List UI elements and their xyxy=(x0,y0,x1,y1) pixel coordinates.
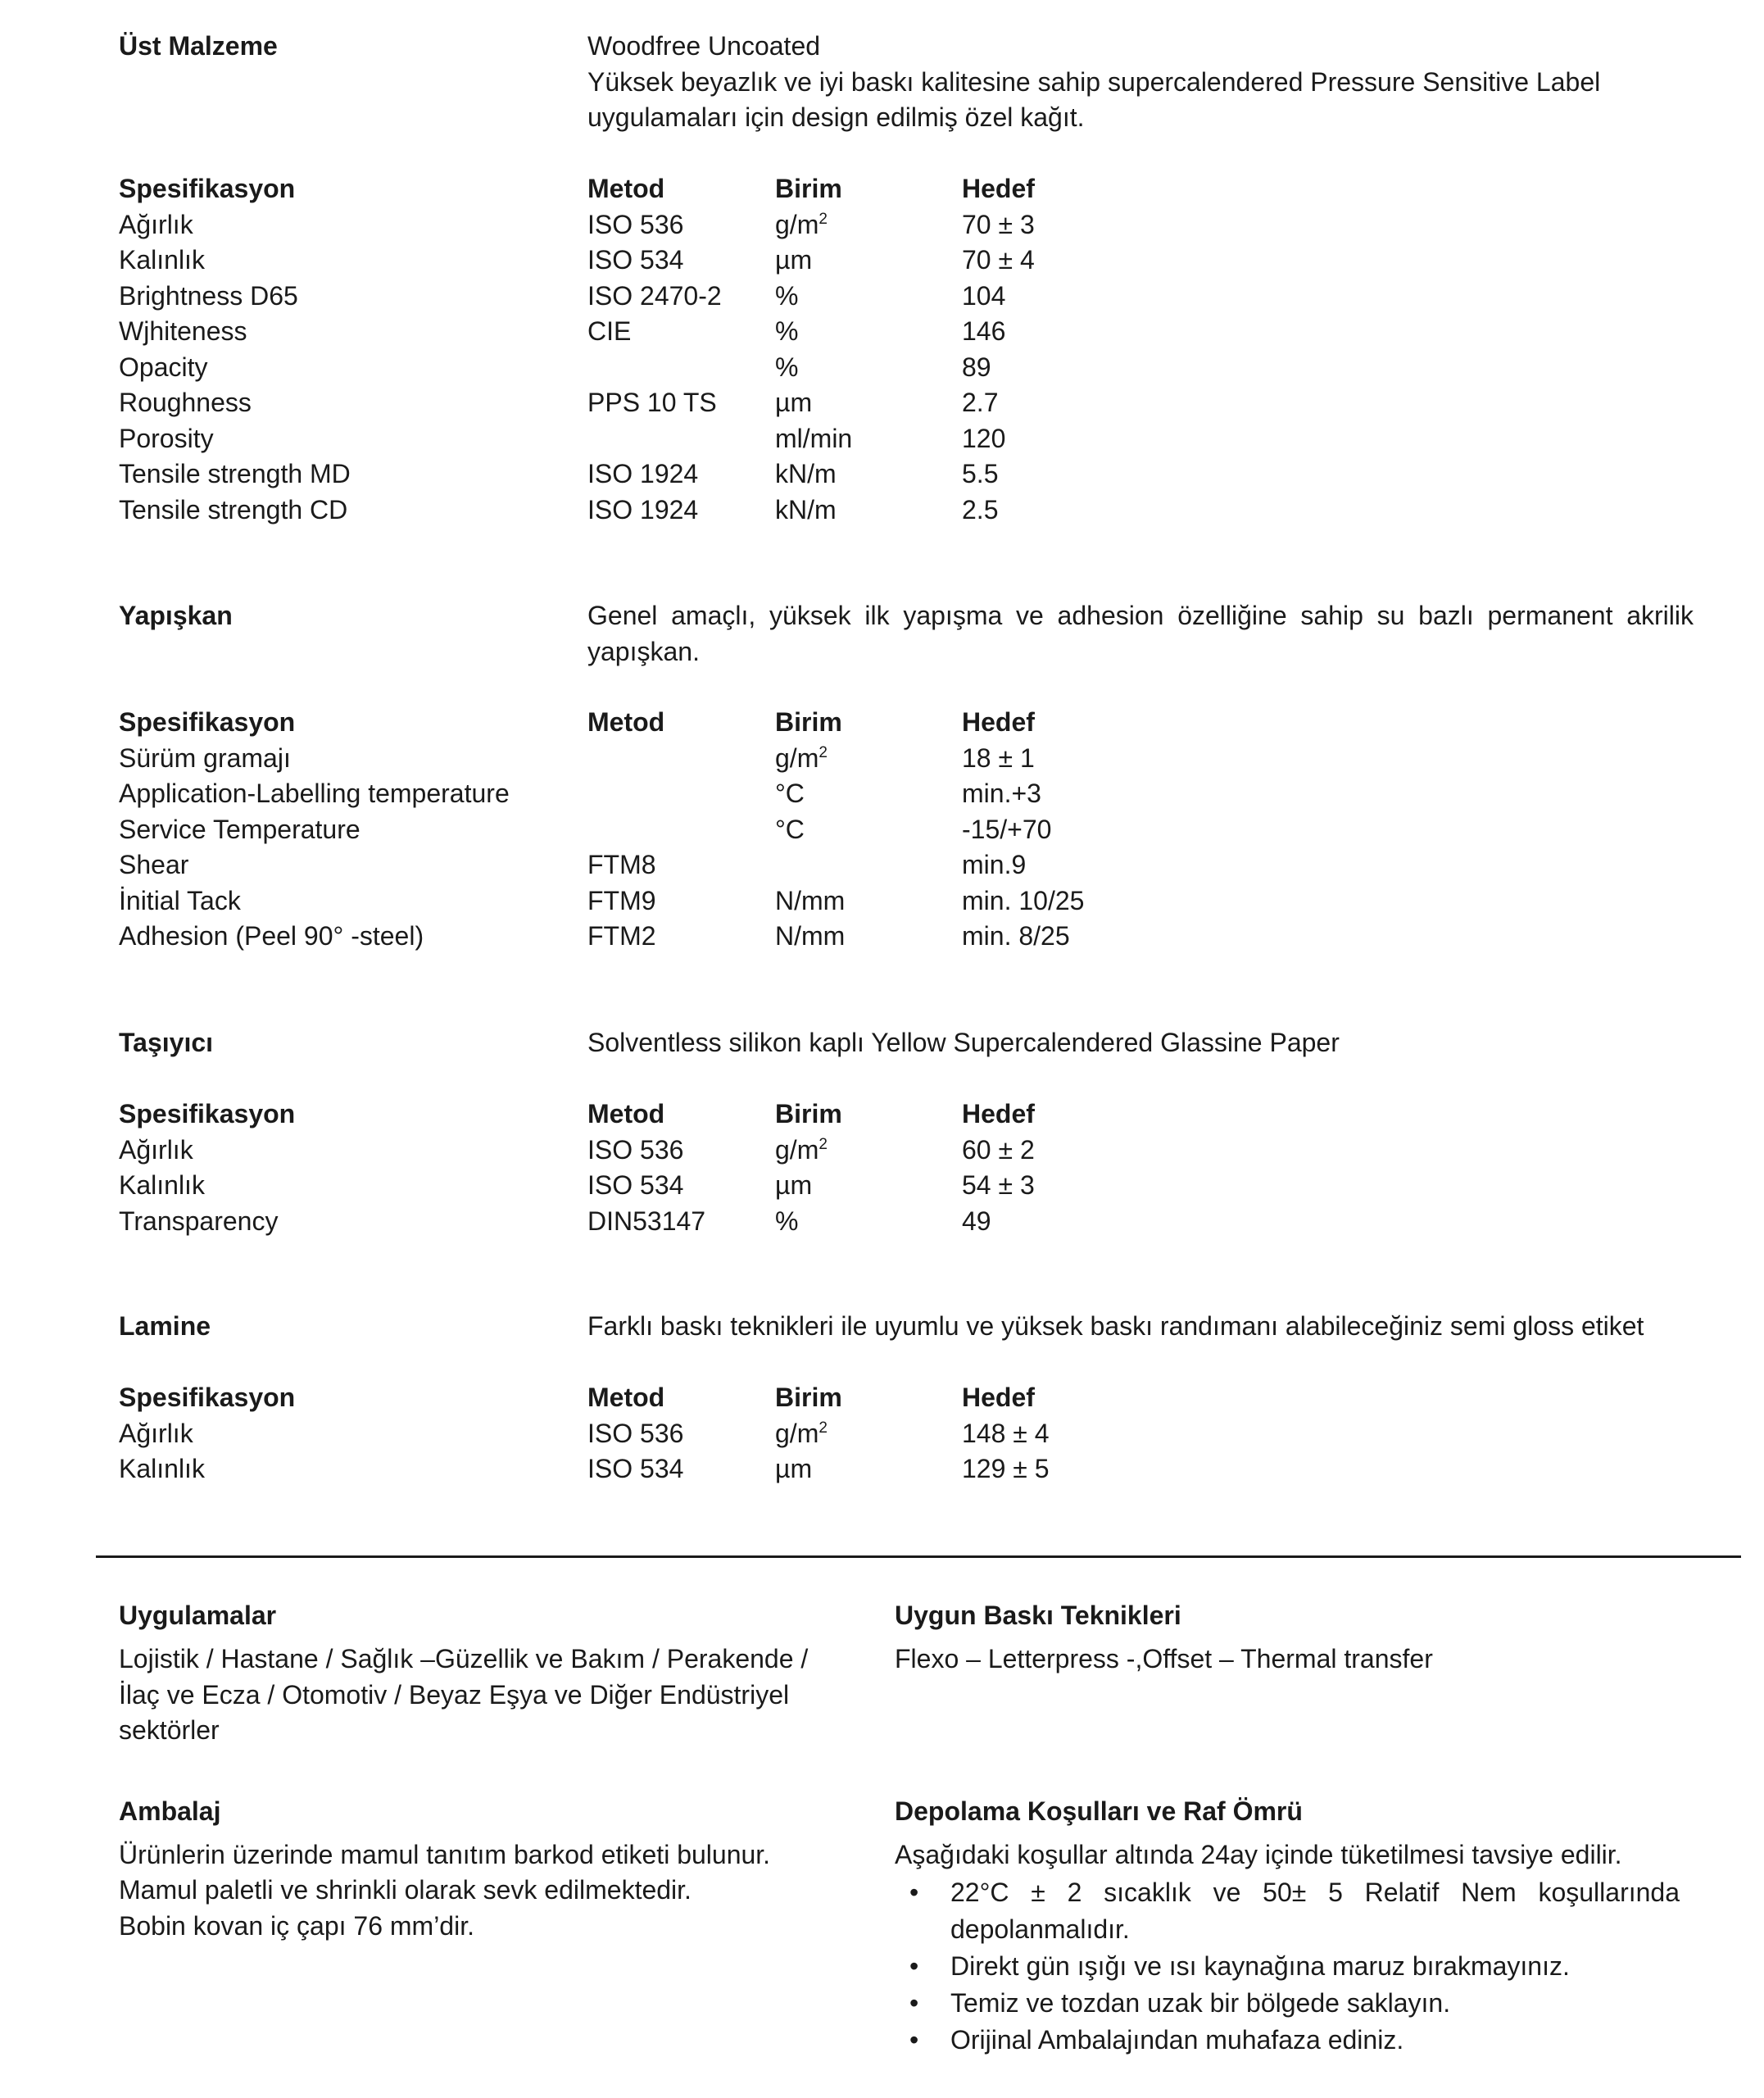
list-item xyxy=(909,1874,1680,1948)
spec-unit xyxy=(775,1452,812,1485)
spec-unit xyxy=(775,208,828,241)
unit-text: g/m xyxy=(775,209,819,239)
material-description-line: Yüksek beyazlık ve iyi baskı kalitesine sahip supercalendered Pressure Sensitive Label xyxy=(587,67,1601,97)
spec-method: ISO 534 xyxy=(587,1170,684,1200)
spec-method: ISO 2470-2 xyxy=(587,280,722,311)
section-title-yapiskan: Yapışkan xyxy=(119,601,233,630)
spec-target: -15/+70 xyxy=(962,814,1052,844)
spec-unit xyxy=(775,422,852,455)
spec-target: 104 xyxy=(962,280,1006,311)
unit-text: °C xyxy=(775,814,805,844)
unit-text: g/m xyxy=(775,742,819,773)
section-title-ust-malzeme: Üst Malzeme xyxy=(119,31,278,61)
col-header-hedef: Hedef xyxy=(962,1383,1035,1412)
bullet-icon: • xyxy=(909,1878,919,1907)
unit-text: N/mm xyxy=(775,885,846,915)
col-header-birim: Birim xyxy=(775,174,842,203)
section-divider xyxy=(96,1555,1741,1558)
spec-name: Transparency xyxy=(119,1206,279,1236)
spec-method: ISO 536 xyxy=(587,209,684,239)
adhesive-description xyxy=(587,597,1694,670)
spec-name: Roughness xyxy=(119,388,252,417)
spec-target: min.+3 xyxy=(962,779,1041,808)
col-header-metod: Metod xyxy=(587,707,665,737)
unit-text: % xyxy=(775,352,799,382)
adhesive-description-line: yapışkan. xyxy=(587,637,700,666)
unit-text: % xyxy=(775,1206,799,1236)
spec-method: ISO 1924 xyxy=(587,494,699,524)
spec-method: PPS 10 TS xyxy=(587,388,717,417)
col-header-birim: Birim xyxy=(775,1099,842,1128)
spec-target: 70 ± 4 xyxy=(962,245,1035,275)
laminate-description: Farklı baskı teknikleri ile uyumlu ve yüksek baskı randımanı alabileceğiniz semi gloss etiket xyxy=(587,1311,1644,1341)
spec-name: Ağırlık xyxy=(119,1418,193,1448)
printing-techniques: Flexo – Letterpress -,Offset – Thermal transfer xyxy=(895,1644,1433,1673)
spec-target: 60 ± 2 xyxy=(962,1134,1035,1165)
spec-method: FTM8 xyxy=(587,850,656,879)
spec-name: Porosity xyxy=(119,423,214,453)
spec-unit xyxy=(775,315,798,347)
spec-name: Service Temperature xyxy=(119,814,361,844)
spec-unit xyxy=(775,1133,828,1166)
applications-line: sektörler xyxy=(119,1715,220,1745)
spec-method: ISO 534 xyxy=(587,245,684,275)
spec-unit xyxy=(775,386,812,419)
unit-superscript: 2 xyxy=(819,1135,828,1153)
spec-method: ISO 534 xyxy=(587,1454,684,1483)
spec-name: Kalınlık xyxy=(119,1170,205,1200)
spec-unit xyxy=(775,1417,828,1450)
spec-target: 49 xyxy=(962,1206,991,1236)
spec-target: 146 xyxy=(962,316,1006,346)
spec-method: ISO 536 xyxy=(587,1418,684,1448)
col-header-birim: Birim xyxy=(775,1383,842,1412)
unit-text: µm xyxy=(775,1170,813,1200)
unit-superscript: 2 xyxy=(819,210,828,228)
col-header-spesifikasyon: Spesifikasyon xyxy=(119,707,296,737)
unit-text: ml/min xyxy=(775,423,853,453)
spec-unit xyxy=(775,1205,798,1237)
spec-target: 2.5 xyxy=(962,494,999,524)
unit-text: g/m xyxy=(775,1134,819,1165)
spec-unit xyxy=(775,457,837,490)
unit-text: N/mm xyxy=(775,921,846,951)
spec-name: Ağırlık xyxy=(119,209,193,239)
unit-text: kN/m xyxy=(775,459,837,488)
col-header-spesifikasyon: Spesifikasyon xyxy=(119,174,296,203)
spec-name: Ağırlık xyxy=(119,1134,193,1165)
spec-name: Application-Labelling temperature xyxy=(119,779,510,808)
adhesive-description-line: Genel amaçlı, yüksek ilk yapışma ve adhesion özelliğine sahip su bazlı permanent akrilik xyxy=(587,601,1694,630)
unit-text: µm xyxy=(775,1454,813,1483)
section-title-baski-teknikleri: Uygun Baskı Teknikleri xyxy=(895,1601,1181,1630)
packaging-line: Mamul paletli ve shrinkli olarak sevk edilmektedir. xyxy=(119,1875,692,1905)
list-item xyxy=(909,1985,1680,2022)
unit-superscript: 2 xyxy=(819,1419,828,1437)
col-header-spesifikasyon: Spesifikasyon xyxy=(119,1099,296,1128)
unit-text: µm xyxy=(775,245,813,275)
col-header-metod: Metod xyxy=(587,1099,665,1128)
spec-name: Sürüm gramajı xyxy=(119,742,291,773)
spec-unit xyxy=(775,742,828,774)
bullet-icon: • xyxy=(909,2025,919,2055)
storage-conditions-list xyxy=(909,1874,1680,2059)
col-header-metod: Metod xyxy=(587,1383,665,1412)
col-header-spesifikasyon: Spesifikasyon xyxy=(119,1383,296,1412)
spec-target: 18 ± 1 xyxy=(962,742,1035,773)
spec-unit xyxy=(775,279,798,312)
section-title-uygulamalar: Uygulamalar xyxy=(119,1601,277,1630)
packaging-line: Bobin kovan iç çapı 76 mm’dir. xyxy=(119,1911,474,1941)
material-description-line: uygulamaları için design edilmiş özel kağıt. xyxy=(587,102,1085,132)
applications-line: Lojistik / Hastane / Sağlık –Güzellik ve Bakım / Perakende / xyxy=(119,1644,809,1673)
unit-text: kN/m xyxy=(775,494,837,524)
spec-unit xyxy=(775,777,805,810)
spec-unit xyxy=(775,884,845,917)
spec-target: 70 ± 3 xyxy=(962,209,1035,239)
storage-intro: Aşağıdaki koşullar altında 24ay içinde tüketilmesi tavsiye edilir. xyxy=(895,1840,1622,1869)
spec-name: İnitial Tack xyxy=(119,885,241,915)
carrier-description: Solventless silikon kaplı Yellow Supercalendered Glassine Paper xyxy=(587,1028,1340,1057)
bullet-icon: • xyxy=(909,1951,919,1981)
col-header-hedef: Hedef xyxy=(962,174,1035,203)
applications-line: İlaç ve Ecza / Otomotiv / Beyaz Eşya ve Diğer Endüstriyel xyxy=(119,1680,790,1710)
spec-name: Wjhiteness xyxy=(119,316,247,346)
storage-condition: Temiz ve tozdan uzak bir bölgede saklayın. xyxy=(950,1988,1451,2018)
material-name: Woodfree Uncoated xyxy=(587,31,821,61)
spec-name: Tensile strength CD xyxy=(119,494,348,524)
storage-condition: Orijinal Ambalajından muhafaza ediniz. xyxy=(950,2025,1404,2055)
spec-name: Shear xyxy=(119,850,189,879)
packaging-line: Ürünlerin üzerinde mamul tanıtım barkod etiketi bulunur. xyxy=(119,1840,771,1869)
list-item xyxy=(909,1948,1680,1985)
spec-target: 129 ± 5 xyxy=(962,1454,1050,1483)
spec-name: Adhesion (Peel 90° -steel) xyxy=(119,921,424,951)
spec-target: 89 xyxy=(962,352,991,382)
col-header-metod: Metod xyxy=(587,174,665,203)
spec-unit xyxy=(775,1169,812,1201)
spec-method: CIE xyxy=(587,316,632,346)
spec-target: 148 ± 4 xyxy=(962,1418,1050,1448)
spec-target: 5.5 xyxy=(962,459,999,488)
spec-target: min.9 xyxy=(962,850,1027,879)
spec-name: Kalınlık xyxy=(119,245,205,275)
spec-unit xyxy=(775,920,845,952)
spec-name: Brightness D65 xyxy=(119,280,298,311)
section-title-lamine: Lamine xyxy=(119,1311,211,1341)
spec-name: Tensile strength MD xyxy=(119,459,351,488)
list-item xyxy=(909,2022,1680,2059)
spec-unit xyxy=(775,243,812,276)
unit-text: g/m xyxy=(775,1418,819,1448)
spec-unit xyxy=(775,813,805,846)
bullet-icon: • xyxy=(909,1988,919,2018)
unit-superscript: 2 xyxy=(819,743,828,761)
unit-text: % xyxy=(775,280,799,311)
spec-target: min. 10/25 xyxy=(962,885,1085,915)
section-title-tasiyici: Taşıyıcı xyxy=(119,1028,214,1057)
unit-text: % xyxy=(775,316,799,346)
spec-unit xyxy=(775,493,837,526)
col-header-hedef: Hedef xyxy=(962,1099,1035,1128)
col-header-hedef: Hedef xyxy=(962,707,1035,737)
section-title-depolama: Depolama Koşulları ve Raf Ömrü xyxy=(895,1796,1303,1826)
spec-method: ISO 536 xyxy=(587,1134,684,1165)
spec-target: 54 ± 3 xyxy=(962,1170,1035,1200)
spec-method: DIN53147 xyxy=(587,1206,706,1236)
spec-name: Kalınlık xyxy=(119,1454,205,1483)
spec-method: FTM9 xyxy=(587,885,656,915)
spec-target: 2.7 xyxy=(962,388,999,417)
spec-name: Opacity xyxy=(119,352,208,382)
unit-text: °C xyxy=(775,779,805,808)
unit-text: µm xyxy=(775,388,813,417)
col-header-birim: Birim xyxy=(775,707,842,737)
spec-method: FTM2 xyxy=(587,921,656,951)
section-title-ambalaj: Ambalaj xyxy=(119,1796,221,1826)
spec-method: ISO 1924 xyxy=(587,459,699,488)
storage-condition: Direkt gün ışığı ve ısı kaynağına maruz bırakmayınız. xyxy=(950,1951,1570,1981)
spec-unit xyxy=(775,351,798,384)
storage-condition: 22°C ± 2 sıcaklık ve 50± 5 Relatif Nem koşullarında depolanmalıdır. xyxy=(950,1878,1680,1944)
spec-target: min. 8/25 xyxy=(962,921,1070,951)
spec-target: 120 xyxy=(962,423,1006,453)
